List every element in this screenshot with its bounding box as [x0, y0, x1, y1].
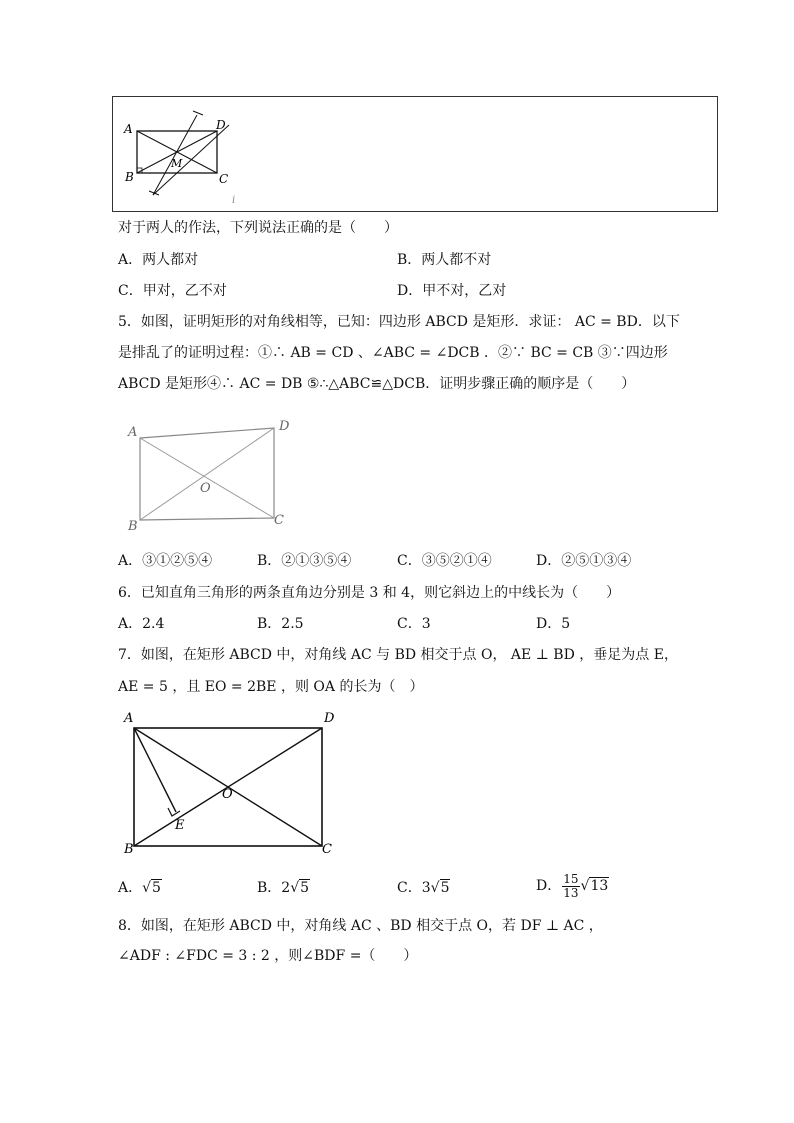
radicand: 13 — [590, 878, 609, 894]
q5-label-o: O — [200, 481, 211, 496]
option-text: ②⑤①③④ — [561, 553, 632, 569]
q6-line-1: 6．已知直角三角形的两条直角边分别是 3 和 4，则它斜边上的中线长为（ ） — [118, 585, 621, 601]
option-letter: C． — [118, 283, 143, 299]
option-letter: D． — [536, 553, 562, 569]
q7-label-b: B — [124, 842, 134, 857]
option-letter: B． — [397, 252, 422, 268]
fraction — [562, 873, 579, 900]
option-letter: D． — [397, 283, 423, 299]
option-text: 甲不对，乙对 — [422, 283, 507, 299]
option-letter: B． — [257, 553, 282, 569]
q7-label-e: E — [175, 818, 185, 833]
q8-line-2: ∠ADF : ∠FDC = 3 : 2 ，则∠BDF =（ ） — [118, 948, 418, 964]
option-letter: D． — [536, 878, 562, 894]
radicand: 5 — [300, 880, 310, 896]
q5-line-3: ABCD 是矩形④∴ AC = DB ⑤∴△ABC≌△DCB．证明步骤正确的顺序是（ ） — [118, 376, 636, 392]
option-letter: C． — [397, 880, 422, 896]
option-text: 2.5 — [281, 616, 304, 632]
option-letter: A． — [118, 553, 143, 569]
q5-option-d — [536, 551, 631, 571]
q5-option-c — [397, 551, 492, 571]
q4-option-b — [397, 250, 491, 270]
q5-figure — [124, 412, 304, 532]
q5-label-c: C — [274, 513, 284, 528]
q6-option-b — [257, 614, 304, 634]
q8-line-1: 8．如图，在矩形 ABCD 中，对角线 AC 、BD 相交于点 O，若 DF ⊥ AC ， — [118, 918, 603, 934]
option-letter: A． — [118, 252, 143, 268]
option-letter: C． — [397, 553, 422, 569]
option-letter: B． — [257, 880, 282, 896]
sqrt-symbol: √13 — [580, 878, 609, 894]
option-text: 两人都对 — [142, 252, 199, 268]
q5-label-a: A — [128, 425, 138, 440]
option-text: 两人都不对 — [421, 252, 492, 268]
q7-option-a — [118, 878, 162, 898]
q4-label-d: D — [216, 118, 226, 132]
q4-stem: 对于两人的作法，下列说法正确的是（ ） — [118, 220, 398, 236]
sqrt-symbol: √5 — [142, 880, 161, 896]
q4-label-c: C — [219, 172, 229, 186]
q4-label-a: A — [124, 122, 133, 136]
q5-line-1: 5．如图，证明矩形的对角线相等，已知：四边形 ABCD 是矩形．求证： AC = BD．以下 — [118, 314, 680, 330]
q7-figure — [118, 708, 348, 858]
q4-label-b: B — [125, 170, 134, 184]
coefficient: 3 — [421, 880, 431, 896]
option-text: ③①②⑤④ — [142, 553, 213, 569]
q7-label-c: C — [322, 842, 332, 857]
q7-label-o: O — [222, 787, 233, 802]
option-letter: A． — [118, 616, 143, 632]
q5-option-a — [118, 551, 212, 571]
option-letter: A． — [118, 880, 143, 896]
q4-label-tick: i — [232, 195, 236, 206]
q4-option-c — [118, 281, 227, 301]
q4-figure — [113, 97, 717, 211]
q5-option-b — [257, 551, 351, 571]
q7-label-d: D — [324, 711, 335, 726]
sqrt-symbol: √5 — [430, 880, 450, 896]
sqrt-symbol: √5 — [290, 880, 310, 896]
q7-line-2: AE = 5 ，且 EO = 2BE ，则 OA 的长为（ ） — [118, 679, 424, 695]
radicand: 5 — [152, 880, 161, 896]
q4-option-a — [118, 250, 198, 270]
option-text: 5 — [561, 616, 571, 632]
q4-figure-box — [112, 96, 718, 212]
q5-line-2: 是排乱了的证明过程：①∴ AB = CD 、∠ABC = ∠DCB ．②∵ BC = CB ③∵四边形 — [118, 345, 668, 361]
q5-label-b: B — [128, 519, 138, 532]
q5-label-d: D — [279, 419, 290, 434]
q4-option-d — [397, 281, 506, 301]
q7-option-c — [397, 878, 450, 898]
q7-line-1: 7．如图，在矩形 ABCD 中，对角线 AC 与 BD 相交于点 O， AE ⊥ BD ，垂足为点 E， — [118, 647, 678, 663]
option-letter: C． — [397, 616, 422, 632]
option-text: 甲对，乙不对 — [142, 283, 227, 299]
radicand: 5 — [440, 880, 450, 896]
numerator: 15 — [563, 871, 579, 886]
option-text: 2.4 — [142, 616, 165, 632]
option-text: ③⑤②①④ — [421, 553, 492, 569]
option-text: ②①③⑤④ — [281, 553, 352, 569]
q7-option-d — [536, 872, 609, 900]
denominator: 13 — [563, 885, 579, 900]
option-letter: D． — [536, 616, 562, 632]
option-letter: B． — [257, 616, 282, 632]
q7-option-b — [257, 878, 310, 898]
q4-label-m: M — [171, 157, 183, 170]
q6-option-a — [118, 614, 164, 634]
q6-option-d — [536, 614, 570, 634]
option-text: 3 — [421, 616, 431, 632]
q7-label-a: A — [124, 711, 134, 726]
coefficient: 2 — [281, 880, 291, 896]
q6-option-c — [397, 614, 431, 634]
